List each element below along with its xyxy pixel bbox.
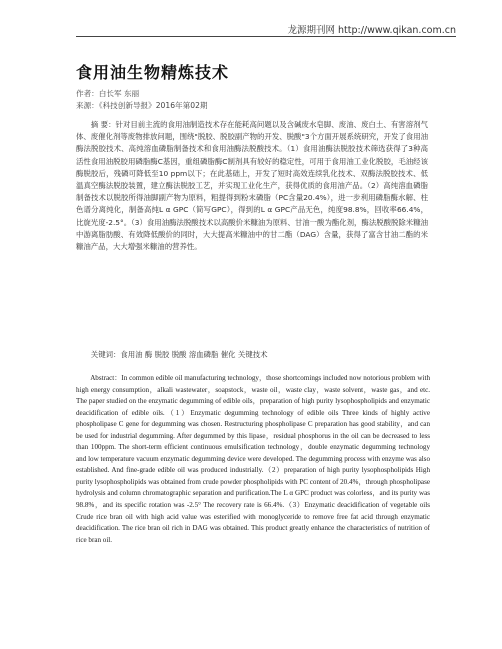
article-source: 来源：《科技创新导报》2016年第02期 <box>76 101 208 110</box>
article-title: 食用油生物精炼技术 <box>76 63 230 82</box>
abstract-english: Abstract：In common edible oil manufacturing technology，those shortcomings included now notorious problem with high energy consumption，alkali wastewater，soapstock，waste oil，waste clay，waste solvent，waste gas，and etc. The paper studied on the enzymatic degumming of edible oils，preparation of high purity lysophospholipids and enzymatic deacidification of edible oils.（1）Enzymatic degumming technology of edible oils Three kinds of highly active phospholipase C gene for degumming was chosen. Restructuring phospholipase C preparation has good stability，and can be used for industrial degumming. After degummed by this lipase，residual phosphorus in the oil can be decreased to less than 100ppm. The short-term efficient continuous emulsification technology，double enzymatic degumming technology and low temperature vacuum enzymatic degumming device were developed. The degumming process with enzyme was also established. And fine-grade edible oil was produced industrially.（2）preparation of high purity lysophospholipids High purity lysophospholipids was obtained from crude powder phospholipids with PC content of 20.4%，through phospholipase hydrolysis and column chromatographic separation and purification.The L α GPC product was colorless，and its purity was 98.8%，and its specific rotation was -2.5° The recovery rate is 66.4%.（3）Enzymatic deacidification of vegetable oils Crude rice bran oil with high acid value was esterified with monoglyceride to remove free fat acid through enzymatic deacidification. The rice bran oil rich in DAG was obtained. This product greatly enhance the characteristics of nutrition of rice bran oil. <box>76 374 430 544</box>
header-divider <box>76 36 456 37</box>
header-site-url: 龙源期刊网 http://www.qikan.com.cn <box>287 25 456 36</box>
keywords-chinese: 关键词：食用油 酶 脱胶 脱酸 溶血磷脂 催化 关键技术 <box>90 350 268 359</box>
article-author: 作者：白长军 东丽 <box>76 89 140 98</box>
abstract-chinese: 摘 要：针对目前主流的食用油制造技术存在能耗高问题以及含碱废水皂脚、废油、废白土、有害溶剂气体、废催化剂等废物排放问题，围绕"脱胶、脱胶副产物的开发、脱酸"3个方面开展系统研究，开发了食用油酶法脱胶技术、高纯溶血磷脂制备技术和食用油酶法脱酸技术。（1）食用油酶法脱胶技术筛选获得了3种高活性食用油脱胶用磷脂酶C基因，重组磷脂酶C制剂具有较好的稳定性，可用于食用油工业化脱胶，毛油经该酶脱胶后，残磷可降低至10 ppm以下；在此基础上，开发了短时高效连续乳化技术、双酶法脱胶技术、低温真空酶法脱胶装置，建立酶法脱胶工艺，并实现工业化生产，获得优质的食用油产品。（2）高纯溶血磷脂制备技术以脱胶所得油脚副产物为原料，粗提得到粉末磷脂（PC含量20.4%），进一步利用磷脂酶水解、柱色谱分离纯化，制备高纯L α GPC（简写GPC），得到的L α GPC产品无色，纯度98.8%，回收率66.4%，比旋光度-2.5°。（3）食用油酶法脱酸技术以高酸价米糠油为原料、甘油一酸为酯化剂，酶法脱酸脱除米糠油中游离脂肪酸、有效降低酸价的同时，大大提高米糠油中的甘二酯（DAG）含量，获得了富含甘油二酯的米糠油产品，大大增强米糠油的营养性。 <box>76 120 428 252</box>
